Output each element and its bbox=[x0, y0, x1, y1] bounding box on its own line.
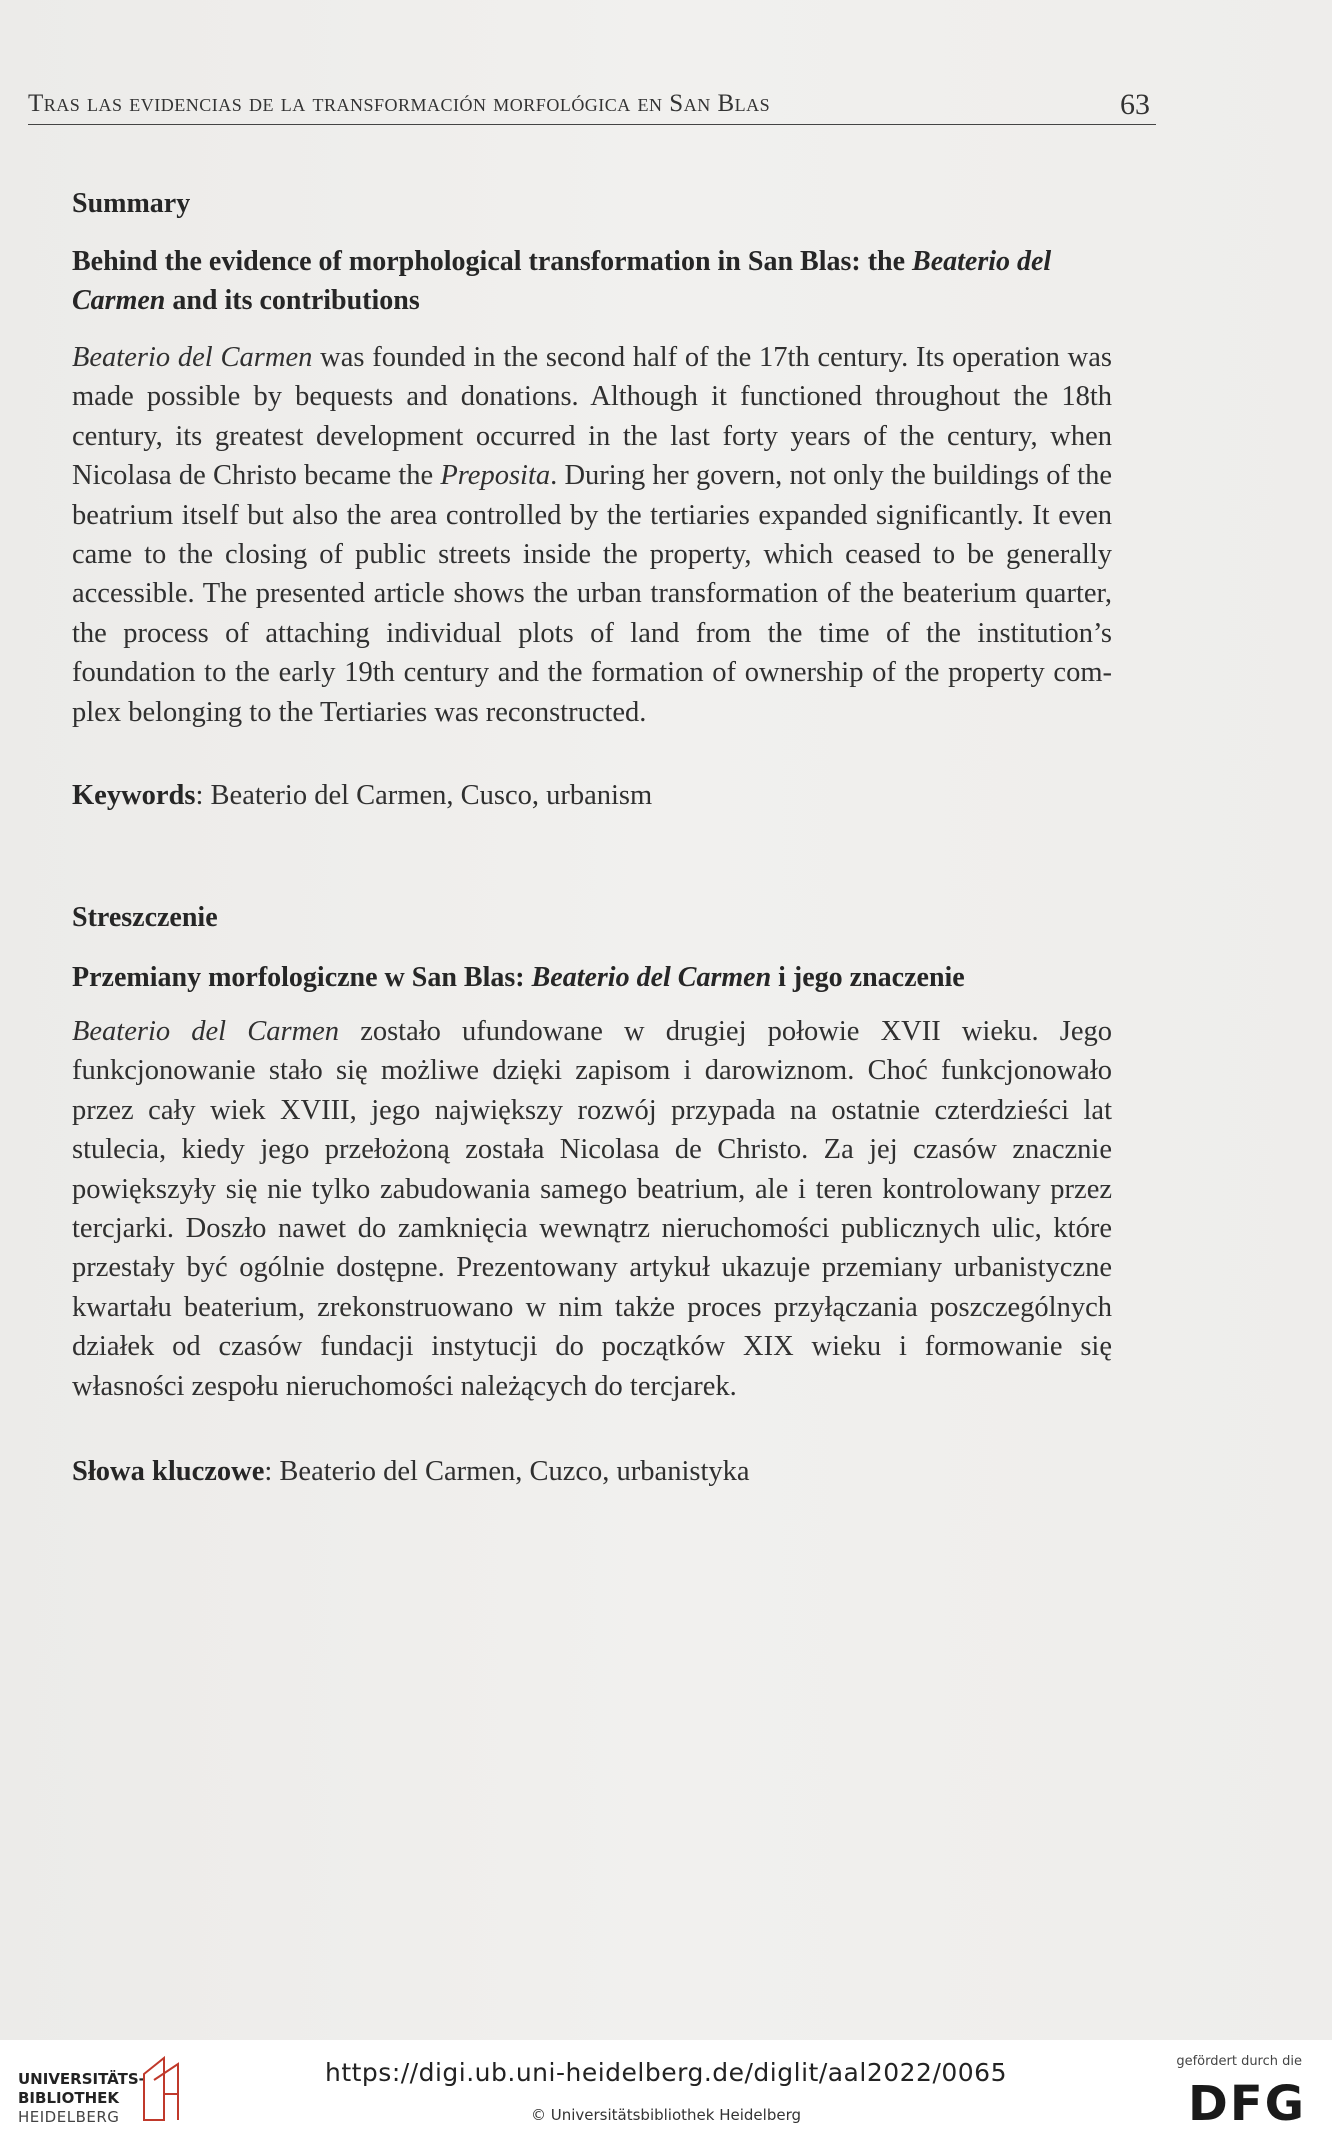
permalink-url[interactable]: https://digi.ub.uni-heidelberg.de/diglit/aal2022/0065 bbox=[324, 2058, 1007, 2087]
summary-body-italic-preposita: Preposita bbox=[440, 460, 551, 492]
streszczenie-body-text: zostało ufundowane w drugiej połowie XVII wieku. Jego funkcjonowanie stało się możliwe dzięki zapisom i darowiznom. Choć funkcjonowało przez cały wiek XVIII, jego największy rozwój przypada na ostatnie czterdzieści lat stulecia, kiedy jego przełożoną została Nicolasa de Christo. Za jej czasów znacznie powiększyły się nie tylko zabudowania samego beatrium, ale i teren kontrolowany przez tercjarki. Doszło nawet do zamknięcia wewnątrz nieruchomości publicznych ulic, które przestały być ogólnie dostępne. Prezentowany artykuł ukazuje przemiany urbanistyczne kwartału beaterium, zrekonstruowano w nim także proces przyłączania poszczególnych działek od czasów fundacji instytucji do początków XIX wieku i formowanie się własności zespołu nieruchomości należących do tercjarek. bbox=[72, 1016, 1112, 1402]
summary-keywords bbox=[72, 780, 1112, 812]
streszczenie-keywords-label: Słowa kluczowe bbox=[72, 1456, 265, 1487]
summary-keywords-text: : Beaterio del Carmen, Cusco, urbanism bbox=[195, 780, 653, 811]
copyright-notice: © Universitätsbibliothek Heidelberg bbox=[530, 2106, 801, 2124]
summary-heading: Summary bbox=[72, 188, 191, 219]
dfg-logo[interactable]: DFG bbox=[1187, 2076, 1306, 2132]
streszczenie-body bbox=[72, 1012, 1112, 1406]
summary-body-text: was founded in the second half of the 17th century. Its operation was made possible by bequests and donations. Although it functioned throughout the 18th century, its greatest development occurred in the last forty years of the century, when Nicolasa de Christo became the bbox=[72, 342, 1112, 492]
library-line-1: UNIVERSITÄTS- bbox=[18, 2070, 145, 2088]
library-line-2: BIBLIOTHEK bbox=[18, 2089, 119, 2107]
summary-body-italic: Beaterio del Carmen bbox=[72, 342, 313, 373]
running-title: Tras las evidencias de la transformación morfológica en San Blas bbox=[28, 90, 771, 117]
streszczenie-title-end: i jego znaczenie bbox=[771, 962, 965, 993]
streszczenie-keywords bbox=[72, 1456, 1112, 1488]
summary-heading-block bbox=[72, 188, 1112, 220]
funded-by-label: gefördert durch die bbox=[1176, 2054, 1302, 2069]
summary-title-text: Behind the evidence of morphological transformation in San Blas: the bbox=[72, 246, 913, 277]
summary-title-end: and its contributions bbox=[165, 285, 420, 316]
summary-keywords-label: Keywords bbox=[72, 780, 196, 811]
summary-body bbox=[72, 338, 1112, 732]
streszczenie-heading-block bbox=[72, 902, 1112, 934]
summary-body-end: . During her govern, not only the buildings of the beatrium itself but also the area controlled by the tertiaries expanded significantly. It even came to the closing of public streets inside the property, which ceased to be generally accessible. The presented article shows the urban transformation of the beaterium quarter, the process of attaching individual plots of land from the time of the institution’s foundation to the early 19th century and the formation of ownership of the property complex belonging to the Tertiaries was reconstructed. bbox=[72, 460, 1112, 728]
summary-title-italic: Beaterio del Carmen bbox=[72, 246, 1052, 316]
running-header bbox=[28, 88, 1156, 125]
footer-bar bbox=[0, 2040, 1332, 2138]
streszczenie-body-italic: Beaterio del Carmen bbox=[72, 1016, 340, 1047]
streszczenie-heading: Streszczenie bbox=[72, 902, 218, 933]
streszczenie-keywords-text: : Beaterio del Carmen, Cuzco, urbanistyka bbox=[264, 1456, 750, 1487]
streszczenie-title-italic: Beaterio del Carmen bbox=[531, 962, 772, 993]
summary-article-title bbox=[72, 242, 1112, 320]
streszczenie-article-title bbox=[72, 958, 1112, 997]
page-number: 63 bbox=[1120, 88, 1150, 121]
library-line-3: HEIDELBERG bbox=[18, 2108, 120, 2126]
streszczenie-title-text: Przemiany morfologiczne w San Blas: bbox=[72, 962, 532, 993]
